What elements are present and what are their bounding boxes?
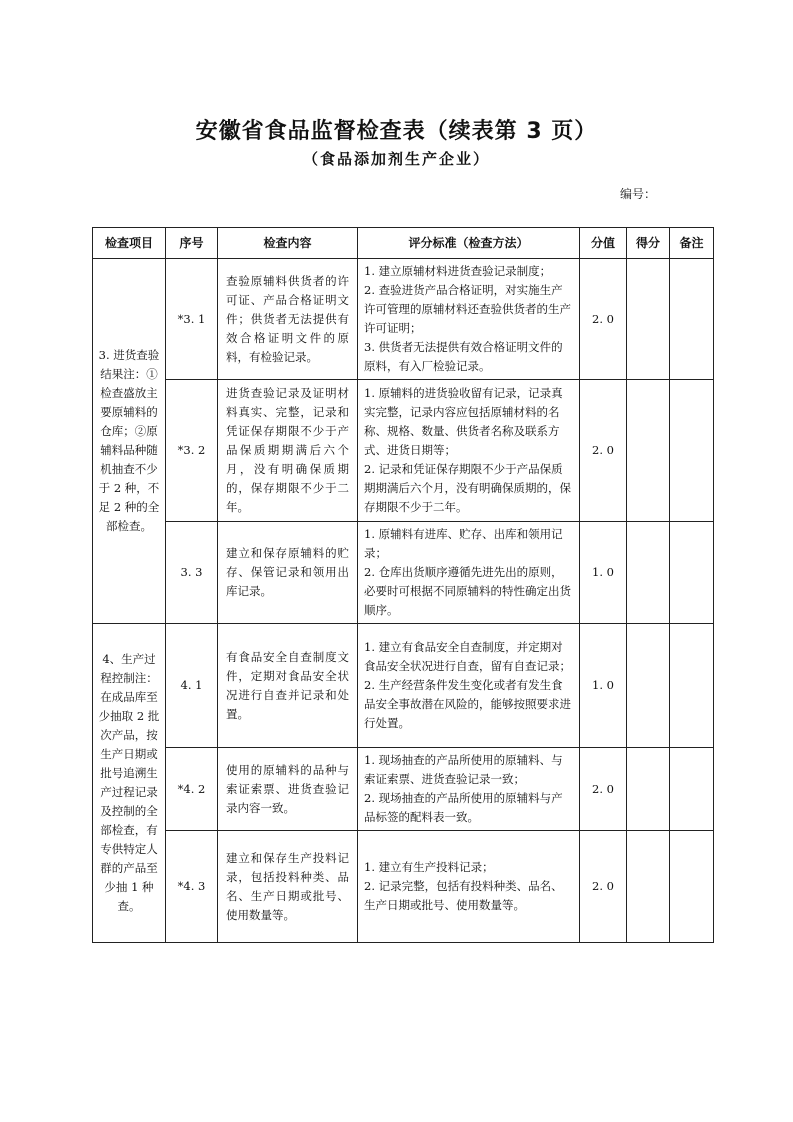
seq-cell: *3. 1 <box>166 259 218 380</box>
score-cell: 1. 0 <box>580 624 627 748</box>
note-cell[interactable] <box>670 380 714 522</box>
standard-line: 1. 原辅料有进库、贮存、出库和领用记录； <box>364 527 563 560</box>
got-score-cell[interactable] <box>627 380 670 522</box>
note-cell[interactable] <box>670 522 714 624</box>
table-row <box>93 380 714 522</box>
seq-cell: 4. 1 <box>166 624 218 748</box>
got-score-cell[interactable] <box>627 831 670 943</box>
score-cell: 2. 0 <box>580 259 627 380</box>
got-score-cell[interactable] <box>627 748 670 831</box>
score-cell: 2. 0 <box>580 380 627 522</box>
header-seq: 序号 <box>166 228 218 259</box>
standard-cell <box>358 380 580 522</box>
standard-cell <box>358 624 580 748</box>
content-cell: 使用的原辅料的品种与索证索票、进货查验记录内容一致。 <box>218 748 358 831</box>
check-item-cell: 3. 进货查验结果注：①检查盛放主要原辅料的仓库；②原辅料品种随机抽查不少于 2 种，不足 2 种的全部检查。 <box>93 259 166 624</box>
standard-line: 3. 供货者无法提供有效合格证明文件的原料，有入厂检验记录。 <box>364 340 563 373</box>
table-header-row <box>93 228 714 259</box>
seq-cell: *3. 2 <box>166 380 218 522</box>
seq-cell: *4. 2 <box>166 748 218 831</box>
header-content: 检查内容 <box>218 228 358 259</box>
content-cell: 建立和保存原辅料的贮存、保管记录和领用出库记录。 <box>218 522 358 624</box>
got-score-cell[interactable] <box>627 624 670 748</box>
header-score: 分值 <box>580 228 627 259</box>
seq-cell: *4. 3 <box>166 831 218 943</box>
content-cell: 有食品安全自查制度文件，定期对食品安全状况进行自查并记录和处置。 <box>218 624 358 748</box>
content-cell: 进货查验记录及证明材料真实、完整，记录和凭证保存期限不少于产品保质期期满后六个月，没有明确保质期的，保存期限不少于二年。 <box>218 380 358 522</box>
seq-cell: 3. 3 <box>166 522 218 624</box>
standard-line: 2. 现场抽查的产品所使用的原辅料与产品标签的配料表一致。 <box>364 791 563 824</box>
got-score-cell[interactable] <box>627 522 670 624</box>
inspection-table <box>92 227 714 943</box>
score-cell: 2. 0 <box>580 831 627 943</box>
standard-line: 2. 记录和凭证保存期限不少于产品保质期期满后六个月，没有明确保质期的，保存期限不少于二年。 <box>364 462 571 514</box>
table-row <box>93 522 714 624</box>
header-standard: 评分标准（检查方法） <box>358 228 580 259</box>
got-score-cell[interactable] <box>627 259 670 380</box>
doc-number-label: 编号： <box>620 187 657 201</box>
score-cell: 2. 0 <box>580 748 627 831</box>
standard-line: 2. 记录完整，包括有投料种类、品名、生产日期或批号、使用数量等。 <box>364 879 563 912</box>
note-cell[interactable] <box>670 831 714 943</box>
standard-cell <box>358 522 580 624</box>
standard-line: 2. 生产经营条件发生变化或者有发生食品安全事故潜在风险的，能够按照要求进行处置。 <box>364 678 571 730</box>
table-row <box>93 259 714 380</box>
content-cell: 建立和保存生产投料记录，包括投料种类、品名、生产日期或批号、使用数量等。 <box>218 831 358 943</box>
standard-line: 1. 建立原辅材料进货查验记录制度； <box>364 264 552 278</box>
standard-line: 1. 建立有食品安全自查制度，并定期对食品安全状况进行自查，留有自查记录； <box>364 640 571 673</box>
header-item: 检查项目 <box>93 228 166 259</box>
note-cell[interactable] <box>670 259 714 380</box>
standard-line: 2. 查验进货产品合格证明，对实施生产许可管理的原辅材料还查验供货者的生产许可证明； <box>364 283 571 335</box>
standard-cell <box>358 259 580 380</box>
standard-cell <box>358 831 580 943</box>
header-got: 得分 <box>627 228 670 259</box>
page-subtitle: （食品添加剂生产企业） <box>302 150 490 168</box>
standard-line: 1. 原辅料的进货验收留有记录，记录真实完整，记录内容应包括原辅材料的名称、规格、数量、供货者名称及联系方式、进货日期等； <box>364 386 563 457</box>
content-cell: 查验原辅料供货者的许可证、产品合格证明文件；供货者无法提供有效合格证明文件的原料，有检验记录。 <box>218 259 358 380</box>
note-cell[interactable] <box>670 624 714 748</box>
check-item-cell: 4、生产过程控制注：在成品库至少抽取 2 批次产品，按生产日期或批号追溯生产过程记录及控制的全部检查，有专供特定人群的产品至少抽 1 种查。 <box>93 624 166 943</box>
page-title: 安徽省食品监督检查表（续表第 3 页） <box>195 119 598 144</box>
standard-line: 1. 现场抽查的产品所使用的原辅料、与索证索票、进货查验记录一致； <box>364 753 563 786</box>
header-note: 备注 <box>670 228 714 259</box>
standard-line: 2. 仓库出货顺序遵循先进先出的原则，必要时可根据不同原辅料的特性确定出货顺序。 <box>364 565 571 617</box>
score-cell: 1. 0 <box>580 522 627 624</box>
table-row <box>93 748 714 831</box>
standard-line: 1. 建立有生产投料记录； <box>364 860 494 874</box>
standard-cell <box>358 748 580 831</box>
table-row <box>93 831 714 943</box>
table-row <box>93 624 714 748</box>
note-cell[interactable] <box>670 748 714 831</box>
